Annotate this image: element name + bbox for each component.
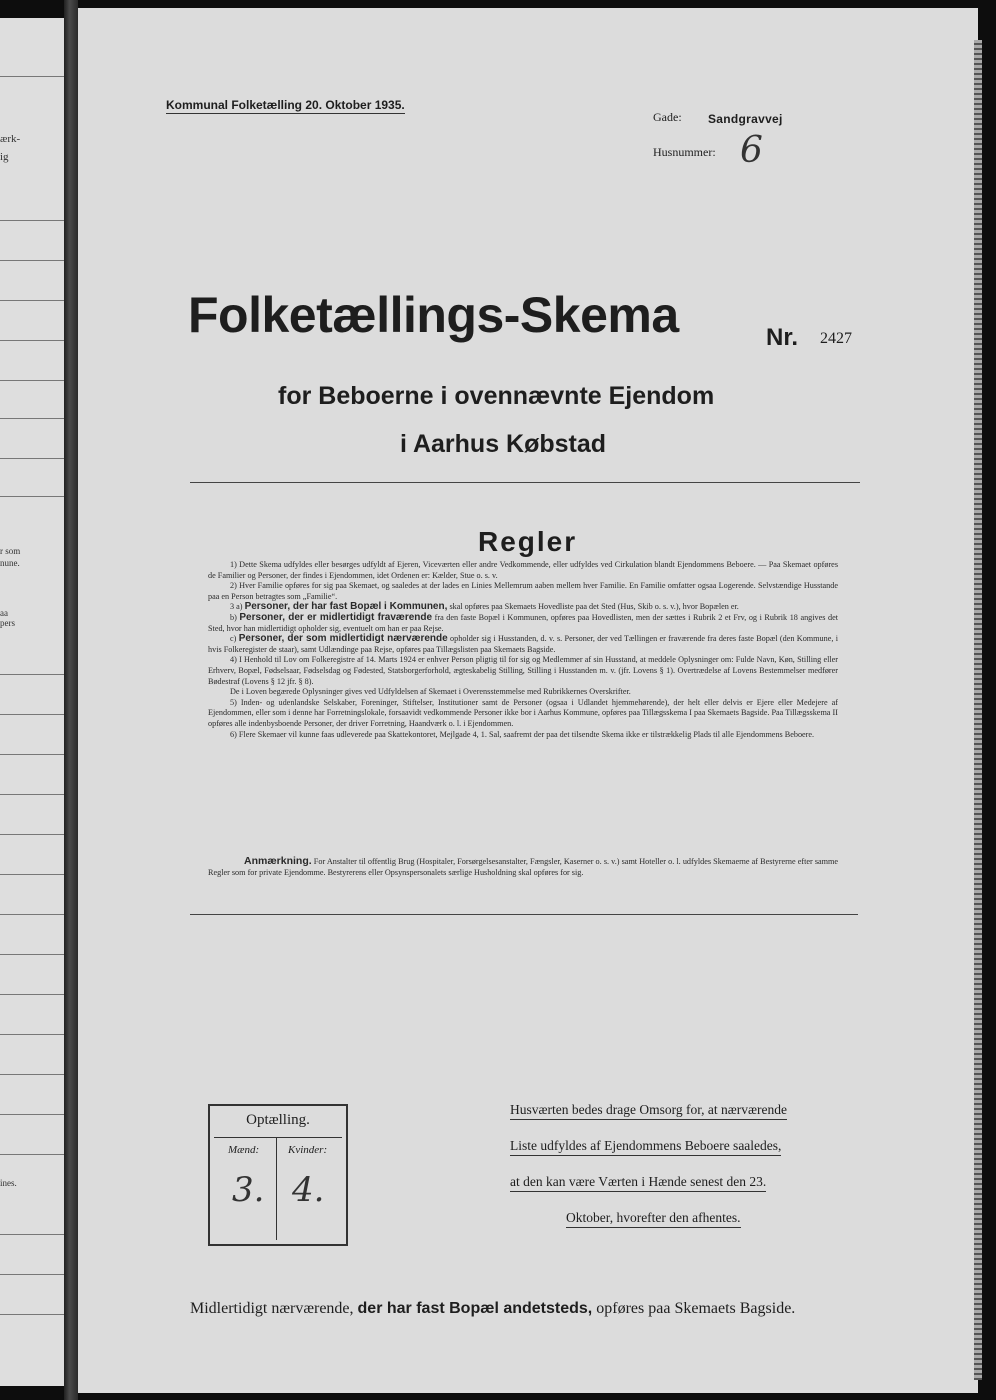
ruled-line bbox=[0, 994, 64, 995]
form-subtitle: for Beboerne i ovennævnte Ejendom bbox=[278, 382, 715, 410]
book-gutter bbox=[64, 0, 78, 1400]
divider bbox=[190, 482, 860, 483]
men-label: Mænd: bbox=[228, 1144, 260, 1156]
page-fragment: ines. bbox=[0, 1178, 17, 1188]
census-form-page bbox=[78, 8, 978, 1393]
rules-text bbox=[208, 560, 838, 740]
page-fragment: ig bbox=[0, 151, 9, 163]
women-count-handwritten: 4. bbox=[292, 1170, 325, 1210]
landlord-notice-line: Oktober, hvorefter den afhentes. bbox=[566, 1210, 741, 1228]
census-heading: Kommunal Folketælling 20. Oktober 1935. bbox=[166, 98, 405, 112]
ruled-line bbox=[0, 674, 64, 675]
ruled-line bbox=[0, 380, 64, 381]
ruled-line bbox=[0, 874, 64, 875]
rule-paragraph: 6) Flere Skemaer vil kunne faas udleverede paa Skattekontoret, Mejlgade 4, 1. Sal, saafremt der paa det tilsendte Skema ikke er tilstrækkelig Plads til alle Ejendommens Beboere. bbox=[230, 729, 815, 739]
page-fragment: aa bbox=[0, 608, 8, 618]
ruled-line bbox=[0, 1114, 64, 1115]
adjacent-page-strip bbox=[0, 18, 64, 1386]
ruled-line bbox=[0, 914, 64, 915]
count-box-divider bbox=[276, 1137, 277, 1240]
ruled-line bbox=[0, 754, 64, 755]
ruled-line bbox=[0, 1314, 64, 1315]
house-number-handwritten: 6 bbox=[740, 130, 763, 171]
count-box-divider bbox=[214, 1137, 342, 1138]
page-fragment: pers bbox=[0, 618, 15, 628]
form-number-value: 2427 bbox=[820, 330, 852, 347]
ruled-line bbox=[0, 1154, 64, 1155]
rule-paragraph: 4) I Henhold til Lov om Folkeregistre af 14. Marts 1924 er enhver Person pligtig til for sig og Medlemmer af sin Husstand, at meddele Oplysninger om: Fulde Navn, Køn, Stilling eller Erhverv, Bopæl, Fødselsaar, Fødselsdag og Fødested, Statsborgerforhold, ægteskabelig Stilling, Stilling i Husstanden m. v. (jfr. Lovens § 1). Overtrædelse af Lovens Bestemmelser medfører Bødestraf (Lovens § 12 jfr. § 8). bbox=[208, 655, 838, 686]
divider bbox=[190, 914, 858, 915]
ruled-line bbox=[0, 260, 64, 261]
ruled-line bbox=[0, 954, 64, 955]
count-box-title: Optælling. bbox=[246, 1112, 310, 1128]
ruled-line bbox=[0, 834, 64, 835]
house-number-label: Husnummer: bbox=[653, 145, 716, 159]
count-box bbox=[208, 1104, 348, 1246]
ruled-line bbox=[0, 1274, 64, 1275]
ruled-line bbox=[0, 300, 64, 301]
landlord-notice-line: Husværten bedes drage Omsorg for, at nærværende bbox=[510, 1102, 787, 1120]
rule-paragraph: De i Loven begærede Oplysninger gives ved Udfyldelsen af Skemaet i Overensstemmelse med Rubrikkernes Overskrifter. bbox=[230, 687, 631, 697]
street-stamp: Sandgravvej bbox=[708, 112, 783, 126]
landlord-notice-line: at den kan være Værten i Hænde senest den 23. bbox=[510, 1174, 766, 1192]
form-subtitle-city: i Aarhus Købstad bbox=[400, 430, 607, 458]
ruled-line bbox=[0, 220, 64, 221]
ruled-line bbox=[0, 1034, 64, 1035]
ruled-line bbox=[0, 76, 64, 77]
rule-paragraph: 5) Inden- og udenlandske Selskaber, Foreninger, Stiftelser, Institutioner samt de Personer (ogsaa i Udlandet hjemmehørende), der helt eller delvis er Ejere eller Medejere af Ejendommen, eller som i denne har Forretningslokale, forsaavidt vedkommende Personer ikke bor i Aarhus Kommune, opføres paa Tillægsskema I paa Skemaets Bagside. Paa Tillægsskema II opføres alle indenbysboende Personer, der driver Forretning, Haandværk o. l. i Ejendommen. bbox=[208, 697, 838, 728]
footer-note: Midlertidigt nærværende, der har fast Bopæl andetsteds, opføres paa Skemaets Bagside. bbox=[190, 1300, 796, 1317]
ruled-line bbox=[0, 1074, 64, 1075]
landlord-notice-line: Liste udfyldes af Ejendommens Beboere saaledes, bbox=[510, 1138, 781, 1156]
page-edge bbox=[974, 40, 982, 1380]
ruled-line bbox=[0, 418, 64, 419]
ruled-line bbox=[0, 794, 64, 795]
ruled-line bbox=[0, 458, 64, 459]
rule-paragraph: 3 a) Personer, der har fast Bopæl i Kommunen, skal opføres paa Skemaets Hovedliste paa det Sted (Hus, Skib o. s. v.), hvor Bopælen er. bbox=[230, 601, 739, 613]
page-fragment: nune. bbox=[0, 558, 20, 568]
rule-paragraph: b) Personer, der er midlertidigt fraværende fra den faste Bopæl i Kommunen, opføres paa Hovedlisten, men der sættes i Rubrik 2 et Frv, og i Rubrik 18 angives det Sted, hvor han midlertidigt opholder sig, eventuelt om han er paa Rejse. bbox=[208, 611, 839, 633]
men-count-handwritten: 3. bbox=[232, 1170, 265, 1210]
note-body: For Anstalter til offentlig Brug (Hospitaler, Forsørgelsesanstalter, Fængsler, Kaserner o. s. v.) samt Hoteller o. l. udfyldes Skemaerne af Bestyrerne efter samme Regler som for private Ejendomme. Bestyrerens eller Opsynspersonalets særlige Husholdning skal opføres for sig. bbox=[208, 857, 839, 877]
ruled-line bbox=[0, 496, 64, 497]
note-text bbox=[208, 856, 838, 878]
form-number-label: Nr. bbox=[766, 324, 799, 351]
ruled-line bbox=[0, 1234, 64, 1235]
rule-paragraph: 2) Hver Familie opføres for sig paa Skemaet, og saaledes at der lades en Linies Mellemrum aaben mellem hver Familie. En Familie omfatter ogsaa Logerende. Selvstændige Husstande paa en Person betragtes som „Familie“. bbox=[208, 581, 838, 601]
rule-paragraph: 1) Dette Skema udfyldes eller besørges udfyldt af Ejeren, Viceværten eller andre Vedkommende, eller udfyldes ved Cirkulation blandt Ejendommens Beboere. — Paa Skemaet opføres de Familier og Personer, der findes i Ejendommen, idet Ordenen er: Kælder, Stue o. s. v. bbox=[208, 560, 838, 580]
women-label: Kvinder: bbox=[288, 1144, 328, 1156]
note-label: Anmærkning. bbox=[244, 855, 312, 867]
page-fragment: ærk- bbox=[0, 133, 21, 145]
ruled-line bbox=[0, 340, 64, 341]
form-title: Folketællings-Skema bbox=[188, 287, 679, 343]
ruled-line bbox=[0, 714, 64, 715]
page-fragment: r som bbox=[0, 546, 21, 556]
rules-heading: Regler bbox=[478, 526, 578, 557]
rule-paragraph: c) Personer, der som midlertidigt nærværende opholder sig i Husstanden, d. v. s. Personer, der ved Tællingen er fraværende fra deres faste Bopæl (den Kommune, i hvis Folkeregister de staar), samt Udlændinge paa Rejse, opføres paa Tillægslisten paa Skemaets Bagside. bbox=[208, 633, 839, 654]
street-label: Gade: bbox=[653, 110, 682, 124]
